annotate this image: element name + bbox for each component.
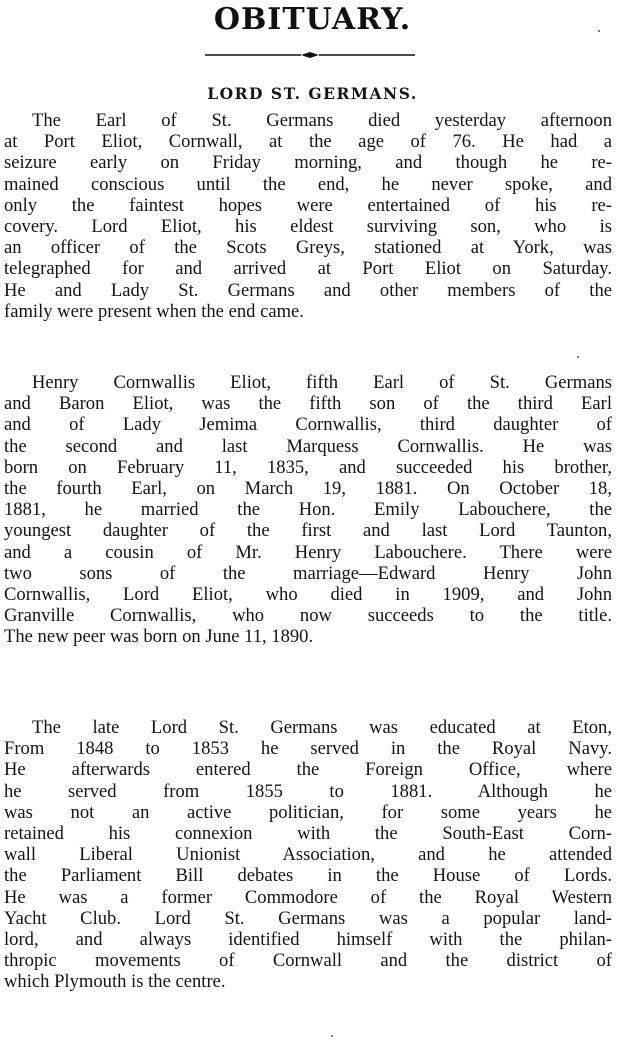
text-line: retained his connexion with the South-East Corn- xyxy=(4,822,612,844)
paragraph-2 xyxy=(4,372,612,647)
section-title: OBITUARY. xyxy=(213,2,412,37)
text-line: He afterwards entered the Foreign Office, where xyxy=(4,759,612,781)
text-line: youngest daughter of the first and last Lord Taunton, xyxy=(4,520,612,542)
print-speck xyxy=(331,1035,333,1037)
text-line: seizure early on Friday morning, and though he re- xyxy=(4,152,612,174)
text-line: Cornwallis, Lord Eliot, who died in 1909, and John xyxy=(4,583,612,605)
text-line: only the faintest hopes were entertained of his re- xyxy=(4,194,612,216)
text-line: From 1848 to 1853 he served in the Royal Navy. xyxy=(4,738,612,760)
paragraph-1 xyxy=(4,110,612,322)
text-line: two sons of the marriage—Edward Henry John xyxy=(4,562,612,584)
text-line: which Plymouth is the centre. xyxy=(4,971,226,993)
text-line: family were present when the end came. xyxy=(4,300,304,322)
text-line: lord, and always identified himself with the philan- xyxy=(4,928,612,950)
text-line: wall Liberal Unionist Association, and he attended xyxy=(4,844,612,866)
text-line: covery. Lord Eliot, his eldest surviving son, who is xyxy=(4,215,612,237)
text-line: and of Lady Jemima Cornwallis, third daughter of xyxy=(4,414,612,436)
text-line: Yacht Club. Lord St. Germans was a popular land- xyxy=(4,907,612,929)
text-line: Henry Cornwallis Eliot, fifth Earl of St. Germans xyxy=(32,372,612,393)
text-line: He and Lady St. Germans and other members of the xyxy=(4,279,612,301)
text-line: 1881, he married the Hon. Emily Labouchere, the xyxy=(4,499,612,521)
text-line: and a cousin of Mr. Henry Labouchere. There were xyxy=(4,541,612,563)
ornamental-rule-graphic xyxy=(205,52,415,58)
text-line: the Parliament Bill debates in the House of Lords. xyxy=(4,865,612,887)
text-line: The Earl of St. Germans died yesterday afternoon xyxy=(32,110,612,131)
print-speck xyxy=(577,356,579,358)
text-line: He was a former Commodore of the Royal Western xyxy=(4,886,612,908)
obituary-headline: LORD ST. GERMANS. xyxy=(207,84,418,103)
text-line: The late Lord St. Germans was educated at Eton, xyxy=(32,717,612,738)
text-line: he served from 1855 to 1881. Although he xyxy=(4,780,612,802)
print-speck xyxy=(598,30,600,32)
text-line: was not an active politician, for some years he xyxy=(4,801,612,823)
text-line: an officer of the Scots Greys, stationed at York, was xyxy=(4,237,612,259)
text-line: the fourth Earl, on March 19, 1881. On October 18, xyxy=(4,477,612,499)
text-line: thropic movements of Cornwall and the district of xyxy=(4,950,612,972)
ornamental-rule xyxy=(205,52,415,58)
text-line: born on February 11, 1835, and succeeded his brother, xyxy=(4,456,612,478)
text-line: telegraphed for and arrived at Port Eliot on Saturday. xyxy=(4,258,612,280)
text-line: mained conscious until the end, he never spoke, and xyxy=(4,173,612,195)
paragraph-3 xyxy=(4,717,612,992)
text-line: at Port Eliot, Cornwall, at the age of 76. He had a xyxy=(4,131,612,153)
text-line: Granville Cornwallis, who now succeeds to the title. xyxy=(4,605,612,627)
text-line: the second and last Marquess Cornwallis. He was xyxy=(4,435,612,457)
text-line: The new peer was born on June 11, 1890. xyxy=(4,626,314,648)
text-line: and Baron Eliot, was the fifth son of the third Earl xyxy=(4,393,612,415)
